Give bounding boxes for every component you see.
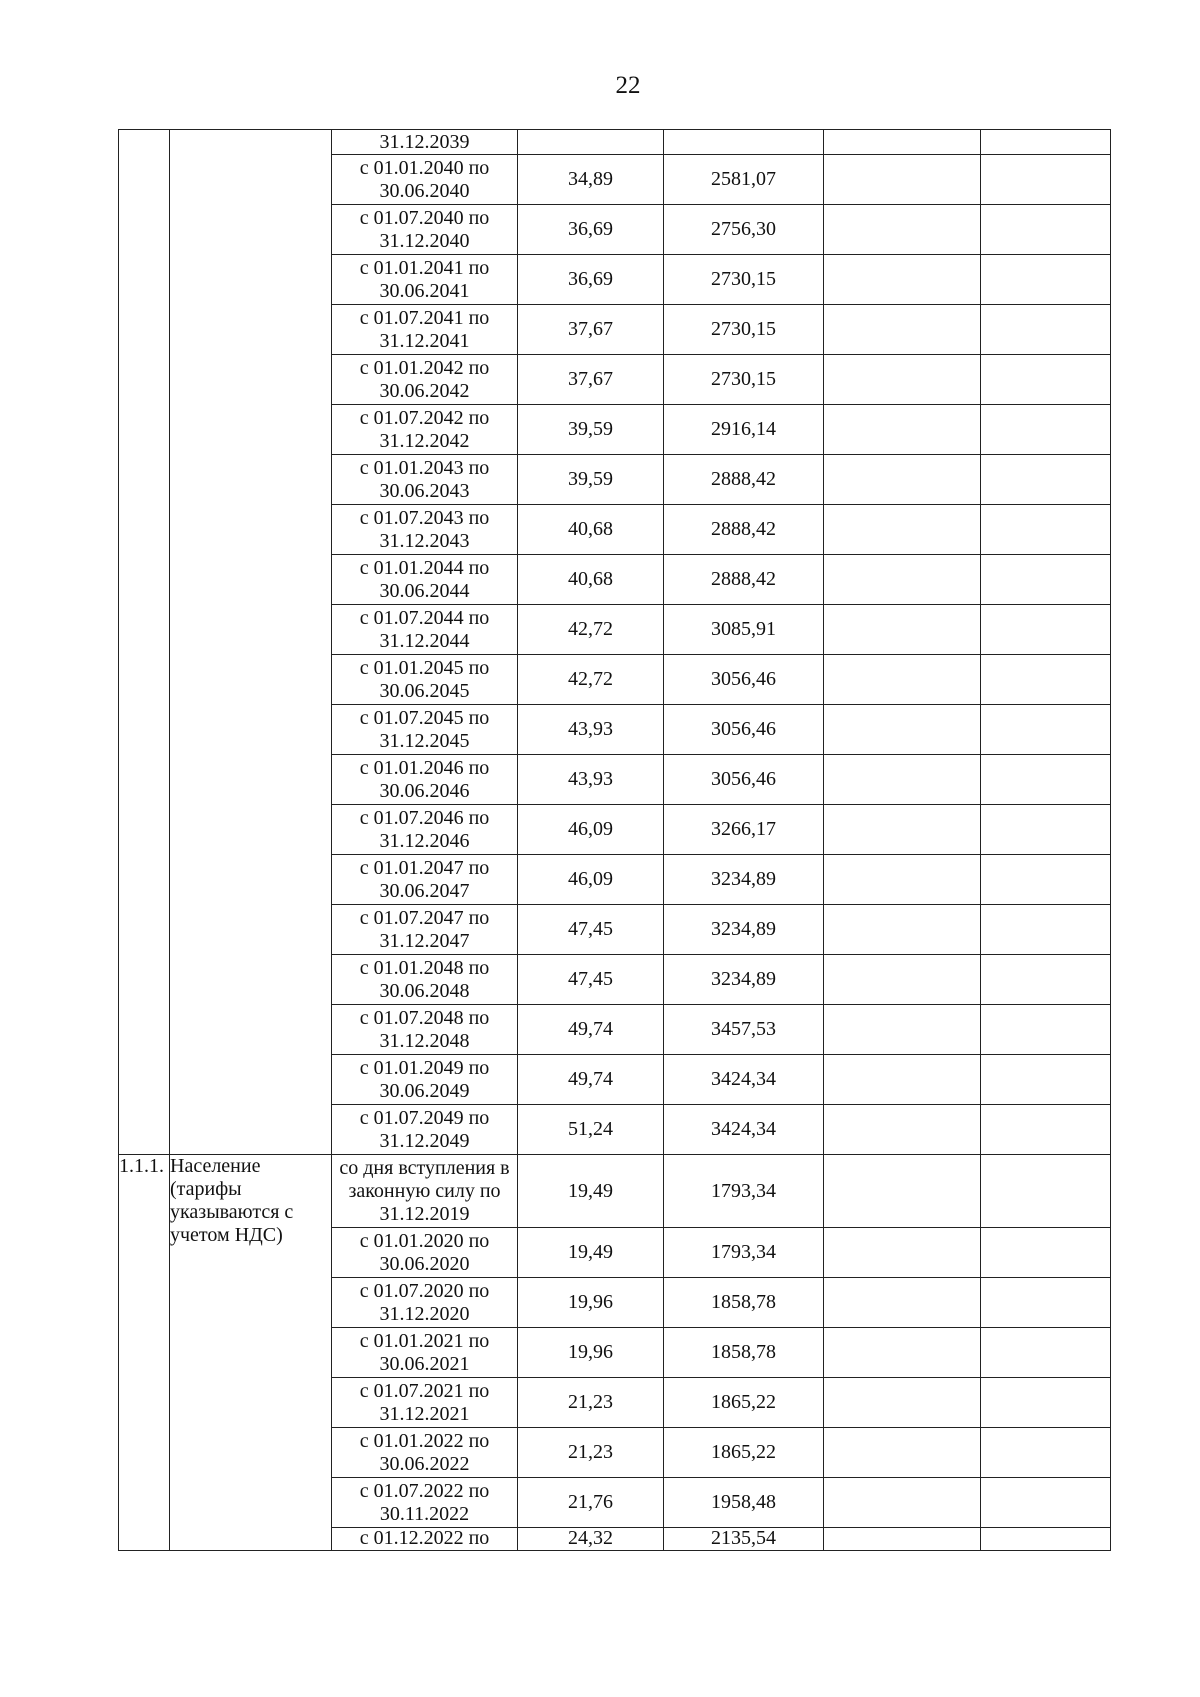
tariff-value-cell: 49,74 [518,1055,664,1105]
tariff-value-cell: 21,23 [518,1378,664,1428]
empty-cell [981,255,1111,305]
empty-cell [981,555,1111,605]
tariff-value-cell: 3056,46 [664,755,824,805]
tariff-value-cell: 39,59 [518,455,664,505]
empty-cell [824,755,981,805]
tariff-value-cell: 1865,22 [664,1428,824,1478]
period-cell: с 01.07.2041 по 31.12.2041 [332,305,518,355]
empty-cell [824,130,981,155]
empty-cell [981,1155,1111,1228]
empty-cell [824,455,981,505]
tariff-value-cell: 2581,07 [664,155,824,205]
tariff-value-cell: 51,24 [518,1105,664,1155]
tariff-value-cell: 34,89 [518,155,664,205]
tariff-value-cell: 3056,46 [664,655,824,705]
tariff-value-cell: 2916,14 [664,405,824,455]
tariff-value-cell: 3424,34 [664,1105,824,1155]
empty-cell [824,1378,981,1428]
tariff-value-cell: 3234,89 [664,855,824,905]
tariff-value-cell: 2756,30 [664,205,824,255]
period-cell: с 01.01.2047 по 30.06.2047 [332,855,518,905]
period-cell: с 01.01.2021 по 30.06.2021 [332,1328,518,1378]
tariff-value-cell: 37,67 [518,355,664,405]
tariff-value-cell: 19,49 [518,1228,664,1278]
empty-cell [824,1155,981,1228]
empty-cell [824,1055,981,1105]
empty-cell [824,655,981,705]
period-cell: с 01.01.2043 по 30.06.2043 [332,455,518,505]
consumer-group-cell [170,130,332,1155]
tariff-value-cell: 43,93 [518,705,664,755]
period-cell: со дня вступления в законную силу по 31.12.2019 [332,1155,518,1228]
table-row [119,130,1111,155]
tariff-value-cell: 36,69 [518,255,664,305]
tariff-value-cell: 1793,34 [664,1228,824,1278]
period-cell: 31.12.2039 [332,130,518,155]
empty-cell [981,455,1111,505]
empty-cell [981,905,1111,955]
empty-cell [824,155,981,205]
empty-cell [824,355,981,405]
period-cell: с 01.07.2049 по 31.12.2049 [332,1105,518,1155]
tariff-value-cell [518,130,664,155]
tariff-value-cell: 42,72 [518,655,664,705]
period-cell: с 01.07.2022 по 30.11.2022 [332,1478,518,1528]
empty-cell [824,605,981,655]
empty-cell [981,1428,1111,1478]
tariff-value-cell: 3457,53 [664,1005,824,1055]
tariff-value-cell: 43,93 [518,755,664,805]
tariff-value-cell: 3266,17 [664,805,824,855]
period-cell: с 01.07.2047 по 31.12.2047 [332,905,518,955]
empty-cell [824,1228,981,1278]
empty-cell [824,205,981,255]
period-cell: с 01.07.2021 по 31.12.2021 [332,1378,518,1428]
tariff-value-cell: 39,59 [518,405,664,455]
empty-cell [981,755,1111,805]
period-cell: с 01.01.2042 по 30.06.2042 [332,355,518,405]
tariff-value-cell: 2730,15 [664,305,824,355]
tariff-value-cell: 1865,22 [664,1378,824,1428]
tariff-table [118,129,1111,1551]
tariff-value-cell: 36,69 [518,205,664,255]
empty-cell [824,555,981,605]
period-cell: с 01.07.2045 по 31.12.2045 [332,705,518,755]
empty-cell [981,705,1111,755]
empty-cell [981,605,1111,655]
tariff-value-cell: 21,76 [518,1478,664,1528]
tariff-value-cell: 3085,91 [664,605,824,655]
item-code-cell [119,130,170,1155]
tariff-value-cell: 19,96 [518,1328,664,1378]
empty-cell [981,1478,1111,1528]
period-cell: с 01.07.2020 по 31.12.2020 [332,1278,518,1328]
empty-cell [824,1278,981,1328]
empty-cell [981,1005,1111,1055]
empty-cell [981,1378,1111,1428]
period-cell: с 01.01.2020 по 30.06.2020 [332,1228,518,1278]
empty-cell [824,405,981,455]
empty-cell [981,205,1111,255]
tariff-value-cell: 2730,15 [664,355,824,405]
empty-cell [981,1328,1111,1378]
empty-cell [824,1428,981,1478]
empty-cell [824,705,981,755]
period-cell: с 01.01.2046 по 30.06.2046 [332,755,518,805]
empty-cell [824,505,981,555]
tariff-value-cell [664,130,824,155]
period-cell: с 01.01.2022 по 30.06.2022 [332,1428,518,1478]
empty-cell [981,655,1111,705]
period-cell: с 01.12.2022 по [332,1528,518,1551]
empty-cell [824,1105,981,1155]
tariff-value-cell: 37,67 [518,305,664,355]
tariff-value-cell: 46,09 [518,855,664,905]
period-cell: с 01.07.2042 по 31.12.2042 [332,405,518,455]
tariff-value-cell: 46,09 [518,805,664,855]
empty-cell [824,905,981,955]
empty-cell [981,805,1111,855]
tariff-value-cell: 2888,42 [664,505,824,555]
tariff-value-cell: 2730,15 [664,255,824,305]
empty-cell [981,955,1111,1005]
tariff-value-cell: 49,74 [518,1005,664,1055]
tariff-value-cell: 19,96 [518,1278,664,1328]
empty-cell [824,1328,981,1378]
item-code-cell: 1.1.1. [119,1155,170,1551]
empty-cell [981,130,1111,155]
period-cell: с 01.01.2040 по 30.06.2040 [332,155,518,205]
table-row [119,1155,1111,1228]
tariff-value-cell: 1958,48 [664,1478,824,1528]
empty-cell [824,1005,981,1055]
period-cell: с 01.07.2040 по 31.12.2040 [332,205,518,255]
tariff-value-cell: 21,23 [518,1428,664,1478]
tariff-value-cell: 1858,78 [664,1328,824,1378]
tariff-value-cell: 40,68 [518,505,664,555]
tariff-value-cell: 2135,54 [664,1528,824,1551]
tariff-value-cell: 24,32 [518,1528,664,1551]
tariff-value-cell: 3056,46 [664,705,824,755]
empty-cell [824,805,981,855]
empty-cell [824,255,981,305]
tariff-value-cell: 1858,78 [664,1278,824,1328]
period-cell: с 01.07.2046 по 31.12.2046 [332,805,518,855]
tariff-value-cell: 42,72 [518,605,664,655]
tariff-value-cell: 2888,42 [664,555,824,605]
page-number: 22 [615,72,641,99]
empty-cell [981,1528,1111,1551]
empty-cell [824,1528,981,1551]
empty-cell [981,405,1111,455]
empty-cell [981,1105,1111,1155]
consumer-group-cell: Население (тарифы указываются с учетом НДС) [170,1155,332,1551]
tariff-value-cell: 3424,34 [664,1055,824,1105]
empty-cell [824,855,981,905]
empty-cell [981,1228,1111,1278]
period-cell: с 01.01.2045 по 30.06.2045 [332,655,518,705]
empty-cell [981,305,1111,355]
period-cell: с 01.01.2041 по 30.06.2041 [332,255,518,305]
tariff-value-cell: 47,45 [518,905,664,955]
empty-cell [981,855,1111,905]
tariff-value-cell: 2888,42 [664,455,824,505]
period-cell: с 01.07.2044 по 31.12.2044 [332,605,518,655]
period-cell: с 01.01.2044 по 30.06.2044 [332,555,518,605]
tariff-value-cell: 40,68 [518,555,664,605]
empty-cell [981,1055,1111,1105]
empty-cell [824,1478,981,1528]
period-cell: с 01.07.2043 по 31.12.2043 [332,505,518,555]
tariff-value-cell: 3234,89 [664,955,824,1005]
empty-cell [981,1278,1111,1328]
period-cell: с 01.01.2049 по 30.06.2049 [332,1055,518,1105]
empty-cell [981,505,1111,555]
empty-cell [824,955,981,1005]
tariff-value-cell: 3234,89 [664,905,824,955]
tariff-value-cell: 47,45 [518,955,664,1005]
tariff-value-cell: 19,49 [518,1155,664,1228]
empty-cell [981,155,1111,205]
period-cell: с 01.01.2048 по 30.06.2048 [332,955,518,1005]
tariff-value-cell: 1793,34 [664,1155,824,1228]
empty-cell [824,305,981,355]
empty-cell [981,355,1111,405]
period-cell: с 01.07.2048 по 31.12.2048 [332,1005,518,1055]
